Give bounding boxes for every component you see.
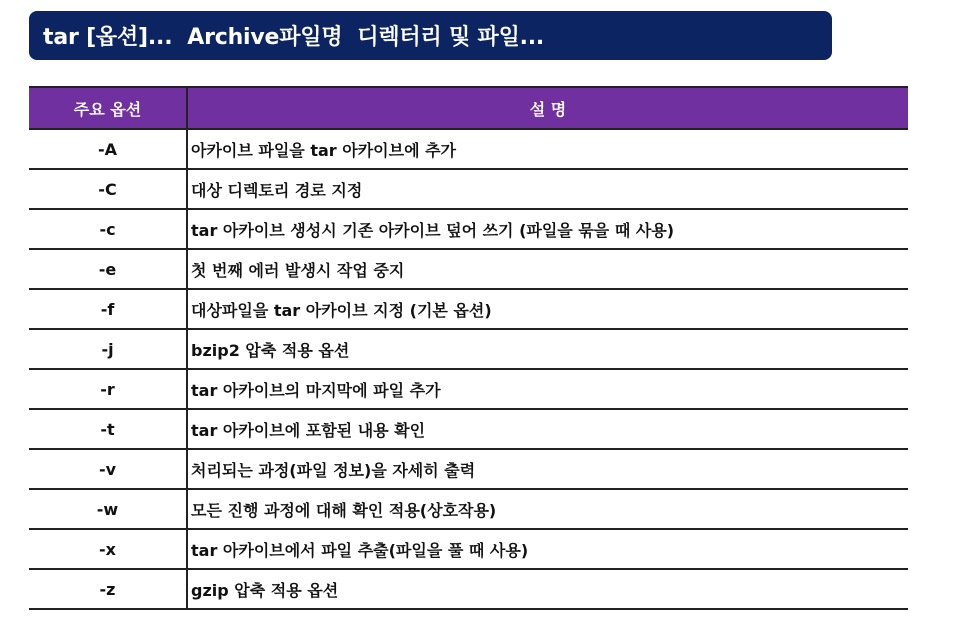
option-cell: -z	[29, 569, 187, 609]
page-title: tar [옵션]... Archive파일명 디렉터리 및 파일...	[43, 25, 545, 50]
header-option: 주요 옵션	[29, 87, 187, 129]
description-cell: 대상파일을 tar 아카이브 지정 (기본 옵션)	[187, 289, 908, 329]
option-cell: -C	[29, 169, 187, 209]
table-row	[29, 489, 908, 529]
table-row	[29, 129, 908, 169]
option-cell: -e	[29, 249, 187, 289]
description-cell: tar 아카이브의 마지막에 파일 추가	[187, 369, 908, 409]
option-cell: -r	[29, 369, 187, 409]
description-cell: 대상 디렉토리 경로 지정	[187, 169, 908, 209]
table-row	[29, 369, 908, 409]
table-row	[29, 169, 908, 209]
description-cell: gzip 압축 적용 옵션	[187, 569, 908, 609]
description-cell: 처리되는 과정(파일 정보)을 자세히 출력	[187, 449, 908, 489]
table-row	[29, 329, 908, 369]
option-cell: -w	[29, 489, 187, 529]
description-cell: tar 아카이브에서 파일 추출(파일을 풀 때 사용)	[187, 529, 908, 569]
option-cell: -v	[29, 449, 187, 489]
table-row	[29, 449, 908, 489]
options-table	[29, 86, 908, 610]
option-cell: -A	[29, 129, 187, 169]
description-cell: tar 아카이브 생성시 기존 아카이브 덮어 쓰기 (파일을 묶을 때 사용)	[187, 209, 908, 249]
description-cell: 아카이브 파일을 tar 아카이브에 추가	[187, 129, 908, 169]
option-cell: -t	[29, 409, 187, 449]
title-banner	[29, 11, 832, 60]
option-cell: -j	[29, 329, 187, 369]
table-row	[29, 409, 908, 449]
option-cell: -x	[29, 529, 187, 569]
table-row	[29, 569, 908, 609]
description-cell: 모든 진행 과정에 대해 확인 적용(상호작용)	[187, 489, 908, 529]
table-row	[29, 529, 908, 569]
option-cell: -f	[29, 289, 187, 329]
description-cell: tar 아카이브에 포함된 내용 확인	[187, 409, 908, 449]
table-row	[29, 289, 908, 329]
table-header-row	[29, 87, 908, 129]
description-cell: bzip2 압축 적용 옵션	[187, 329, 908, 369]
description-cell: 첫 번째 에러 발생시 작업 중지	[187, 249, 908, 289]
table-row	[29, 249, 908, 289]
header-description: 설 명	[187, 87, 908, 129]
option-cell: -c	[29, 209, 187, 249]
table-row	[29, 209, 908, 249]
